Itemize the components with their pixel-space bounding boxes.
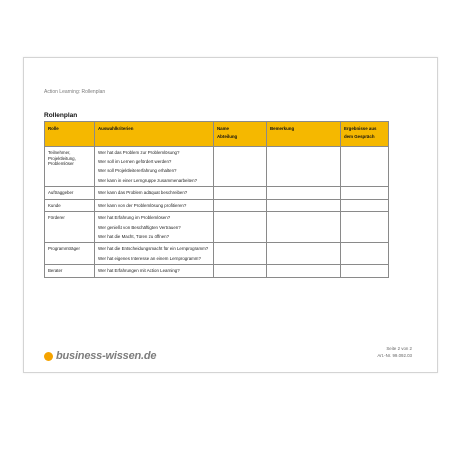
criteria-cell	[95, 243, 214, 265]
column-header-name	[214, 122, 267, 147]
brand-logo	[44, 349, 156, 363]
results-cell	[341, 212, 389, 243]
logo-dot-icon	[44, 352, 53, 361]
criteria-question: Wer hat das Problem zur Problemlösung?	[98, 150, 180, 155]
column-header-criteria: Auswahlkriterien	[95, 122, 214, 147]
role-cell: Programmträger	[45, 243, 95, 265]
criteria-cell	[95, 212, 214, 243]
name-cell	[214, 265, 267, 278]
name-cell	[214, 243, 267, 265]
criteria-question: Wer soll im Lernen gefördert werden?	[98, 159, 172, 165]
table-row	[45, 212, 389, 243]
column-header-department-label: Abteilung	[217, 134, 238, 139]
remark-cell	[267, 147, 341, 187]
column-header-remark: Bemerkung	[267, 122, 341, 147]
table-row	[45, 265, 389, 278]
article-number: Art.-Nr. 99.092.03	[377, 352, 412, 358]
results-cell	[341, 199, 389, 212]
results-cell	[341, 147, 389, 187]
criteria-question: Wer genießt von Beschäftigten Vertrauen?	[98, 224, 181, 230]
criteria-question: Wer kann in einer Lerngruppe zusammenarbeiten?	[98, 177, 198, 183]
role-cell: Kunde	[45, 199, 95, 212]
table-body	[45, 147, 389, 278]
table-row	[45, 187, 389, 200]
criteria-question: Wer hat eigenes Interesse an einem Lernprogramm?	[98, 255, 201, 261]
results-cell	[341, 265, 389, 278]
role-cell: Berater	[45, 265, 95, 278]
page-title: Rollenplan	[44, 112, 78, 119]
table-header-row	[45, 122, 389, 147]
column-header-role: Rolle	[45, 122, 95, 147]
remark-cell	[267, 243, 341, 265]
column-header-name-label: Name	[217, 126, 229, 131]
remark-cell	[267, 212, 341, 243]
criteria-question: Wer hat Erfahrung im Problemlösen?	[98, 215, 171, 221]
name-cell	[214, 187, 267, 200]
criteria-cell	[95, 265, 214, 278]
remark-cell	[267, 265, 341, 278]
remark-cell	[267, 199, 341, 212]
column-header-results: Ergebnisse aus dem Gespräch	[341, 122, 389, 147]
logo-text: business-wissen.de	[56, 350, 157, 362]
role-cell: Auftraggeber	[45, 187, 95, 200]
role-cell: Förderer	[45, 212, 95, 243]
criteria-question: Wer hat die Macht, Türen zu öffnen?	[98, 233, 170, 239]
footer-page-info	[377, 346, 412, 359]
results-cell	[341, 187, 389, 200]
criteria-question: Wer hat Erfahrungen mit Action Learning?	[98, 268, 180, 274]
document-header: Action Learning: Rollenplan	[44, 89, 106, 95]
criteria-question: Wer hat die Entscheidungsmacht für ein Lernprogramm?	[98, 246, 209, 252]
role-plan-table	[44, 121, 389, 278]
criteria-question: Wer kann das Problem adäquat beschreiben?	[98, 190, 188, 196]
criteria-question: Wer soll Projektleitererfahrung erhalten?	[98, 168, 177, 174]
page-number: Seite 2 von 2	[386, 346, 412, 351]
table-row	[45, 147, 389, 187]
criteria-cell	[95, 147, 214, 187]
role-cell: Teilnehmer, Projektleitung, Problemlöser	[45, 147, 95, 187]
table-row	[45, 243, 389, 265]
criteria-cell	[95, 199, 214, 212]
name-cell	[214, 199, 267, 212]
results-cell	[341, 243, 389, 265]
table-row	[45, 199, 389, 212]
name-cell	[214, 147, 267, 187]
criteria-question: Wer kann von der Problemlösung profitieren?	[98, 202, 187, 208]
remark-cell	[267, 187, 341, 200]
criteria-cell	[95, 187, 214, 200]
name-cell	[214, 212, 267, 243]
